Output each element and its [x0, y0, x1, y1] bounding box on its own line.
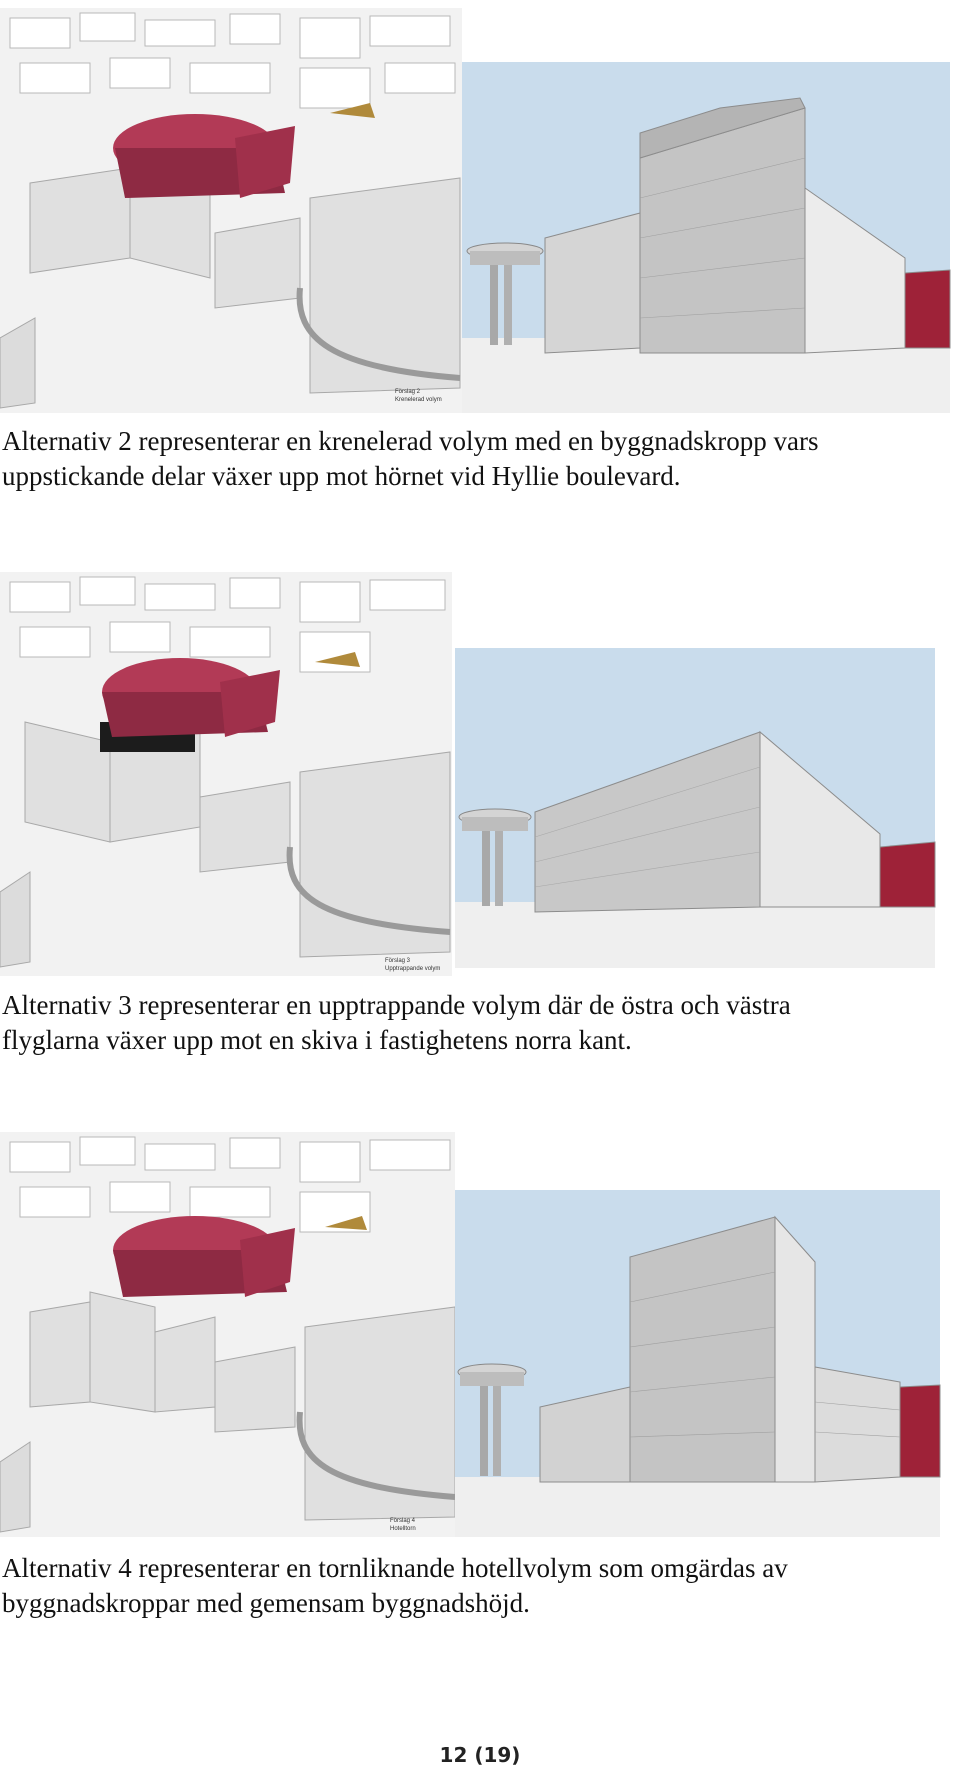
svg-text:Förslag 4: Förslag 4	[390, 1518, 416, 1524]
svg-text:Krenelerad volym: Krenelerad volym	[395, 397, 442, 403]
aerial-view-image	[0, 572, 452, 976]
figure-alternativ-2	[0, 8, 960, 413]
caption-alternativ-2	[2, 424, 952, 494]
caption-line: flyglarna växer upp mot en skiva i fastighetens norra kant.	[2, 1025, 632, 1055]
street-view-image	[455, 1190, 940, 1537]
svg-text:Upptrappande volym: Upptrappande volym	[385, 966, 441, 972]
street-view-image	[455, 648, 935, 968]
caption-line: byggnadskroppar med gemensam byggnadshöjd.	[2, 1588, 530, 1618]
caption-line: Alternativ 2 representerar en krenelerad volym med en byggnadskropp vars	[2, 426, 819, 456]
aerial-view-image	[0, 8, 462, 413]
svg-text:Förslag 3: Förslag 3	[385, 958, 411, 964]
page-number: 12 (19)	[439, 1743, 521, 1767]
svg-text:Hotelltorn: Hotelltorn	[390, 1526, 416, 1532]
caption-alternativ-4	[2, 1551, 952, 1621]
svg-text:Förslag 2: Förslag 2	[395, 389, 421, 395]
caption-line: Alternativ 3 representerar en upptrappande volym där de östra och västra	[2, 990, 791, 1020]
caption-alternativ-3	[2, 988, 952, 1058]
figure-alternativ-3	[0, 572, 960, 976]
caption-line: uppstickande delar växer upp mot hörnet vid Hyllie boulevard.	[2, 461, 681, 491]
street-view-image	[462, 62, 950, 413]
caption-line: Alternativ 4 representerar en tornliknande hotellvolym som omgärdas av	[2, 1553, 788, 1583]
aerial-view-image	[0, 1132, 455, 1537]
figure-alternativ-4	[0, 1132, 960, 1537]
